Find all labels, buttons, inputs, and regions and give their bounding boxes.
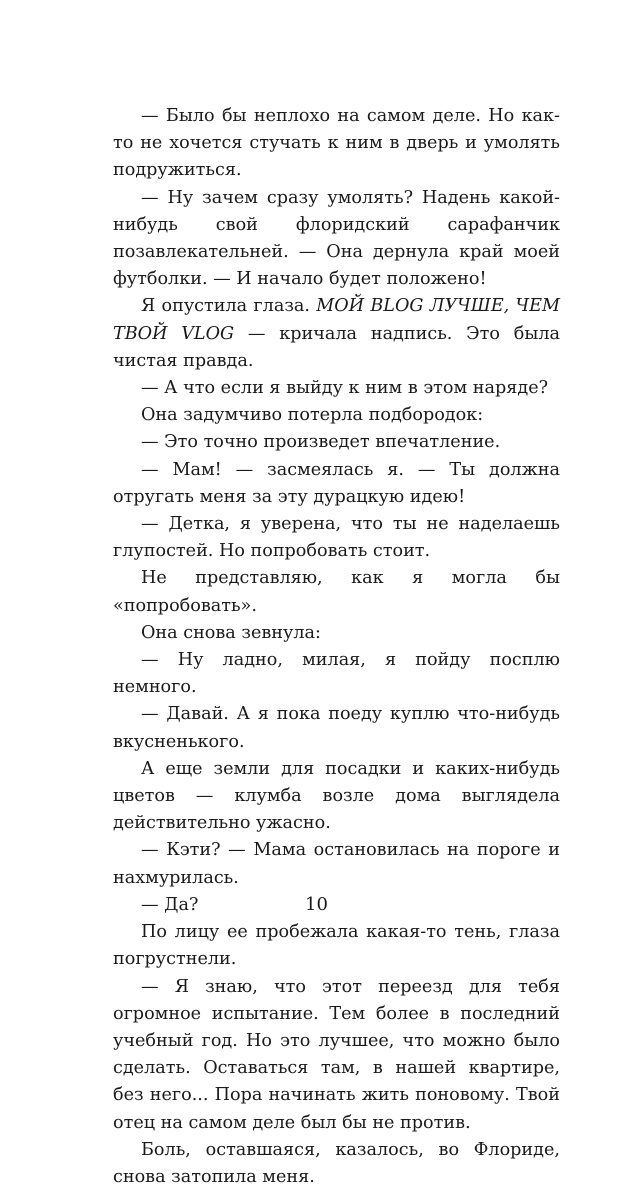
paragraph: [113, 837, 560, 891]
paragraph-text: — Да?: [141, 894, 199, 915]
paragraph-text: Она снова зевнула:: [141, 622, 321, 643]
paragraph-text: — Давай. А я пока поеду куплю что-нибудь вкусненького.: [113, 704, 560, 752]
paragraph: [113, 511, 560, 565]
paragraph-text: Я опустила глаза.: [141, 296, 317, 317]
page-number: 10: [305, 894, 328, 915]
paragraph: [113, 103, 560, 185]
paragraph: [113, 620, 560, 647]
paragraph-text: — А что если я выйду к ним в этом наряде?: [141, 378, 549, 399]
paragraph: [113, 457, 560, 511]
paragraph: [113, 647, 560, 701]
paragraph: [113, 185, 560, 294]
paragraph-text: — кричала надпись. Это была чистая правда.: [113, 323, 560, 371]
paragraph: [113, 1137, 560, 1191]
paragraph-text: По лицу ее пробежала какая-то тень, глаза погрустнели.: [113, 922, 560, 970]
paragraph: [113, 375, 560, 402]
paragraph: [113, 293, 560, 375]
paragraph-text: — Кэти? — Мама остановилась на пороге и нахмурилась.: [113, 840, 560, 888]
paragraph-text: — Мам! — засмеялась я. — Ты должна отругать меня за эту дурацкую идею!: [113, 459, 560, 507]
paragraph: [113, 565, 560, 619]
paragraph-text: — Ну зачем сразу умолять? Надень какой-нибудь свой флоридский сарафанчик позавлекательней. — Она дернула край моей футболки. — И начало будет положено!: [113, 187, 560, 290]
paragraph: [113, 919, 560, 973]
paragraph: [113, 701, 560, 755]
paragraph-text: Боль, оставшаяся, казалось, во Флориде, снова затопила меня.: [113, 1139, 560, 1187]
paragraph-text: А еще земли для посадки и каких-нибудь цветов — клумба возле дома выглядела действительно ужасно.: [113, 758, 560, 834]
paragraph-text: Она задумчиво потерла подбородок:: [141, 405, 484, 426]
paragraph: [113, 402, 560, 429]
italic-text: МОЙ BLOG ЛУЧШЕ, ЧЕМ ТВОЙ VLOG: [113, 296, 560, 344]
paragraph-text: — Детка, я уверена, что ты не наделаешь глупостей. Но попробовать стоит.: [113, 514, 560, 562]
paragraph-text: — Было бы неплохо на самом деле. Но как-то не хочется стучать к ним в дверь и умолять подружиться.: [113, 106, 560, 181]
paragraph: [113, 974, 560, 1137]
paragraph-text: Не представляю, как я могла бы «попробовать».: [113, 568, 560, 616]
paragraph-text: — Ну ладно, милая, я пойду посплю немного.: [113, 650, 560, 698]
paragraph-text: — Это точно произведет впечатление.: [141, 432, 501, 453]
paragraph: [113, 429, 560, 456]
paragraph: [113, 756, 560, 838]
paragraph-text: — Я знаю, что этот переезд для тебя огромное испытание. Тем более в последний учебный год. Но это лучшее, что можно было сделать. Оставаться там, в нашей квартире, без него... Пора начинать жить поновому. Твой отец на самом деле был бы не против.: [113, 976, 560, 1133]
book-page-text: [113, 103, 560, 1191]
